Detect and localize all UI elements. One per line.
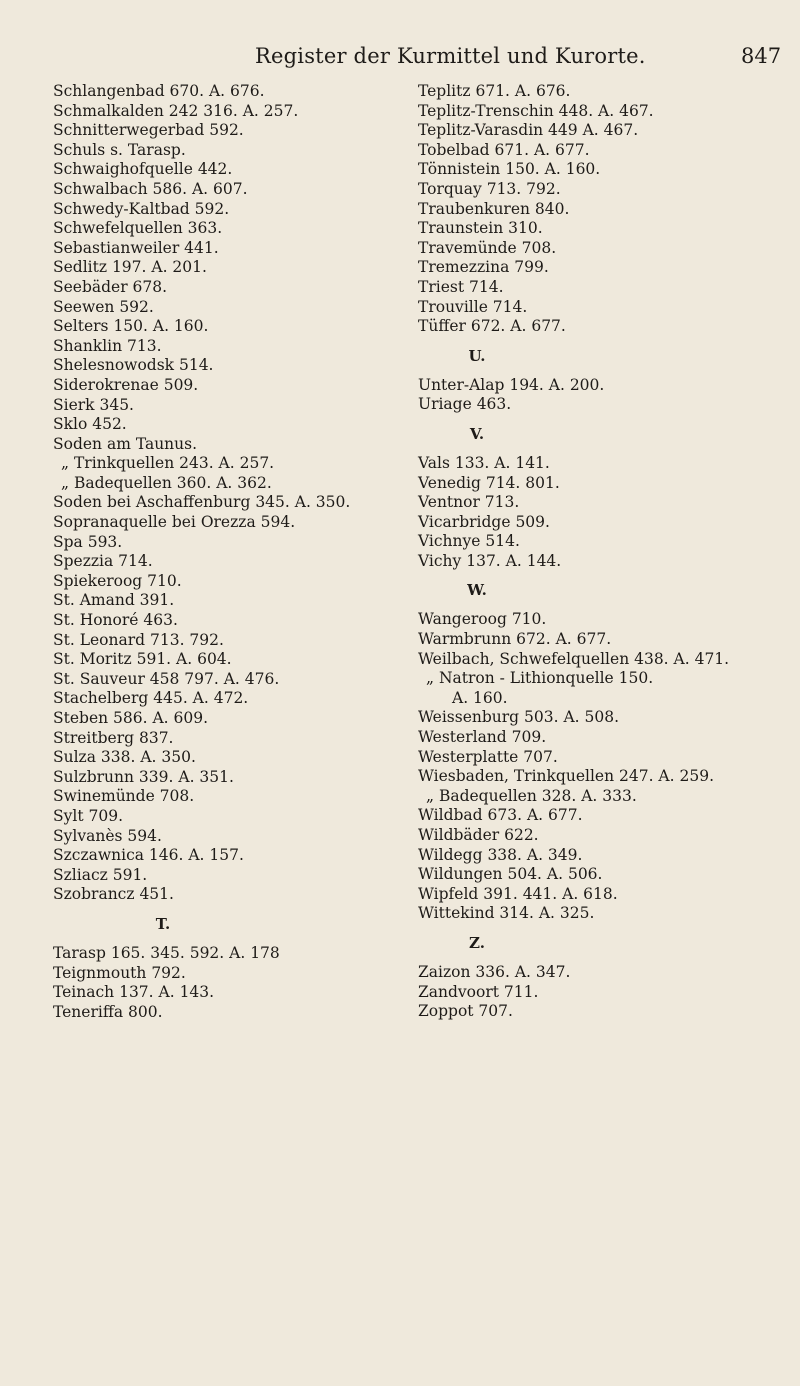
index-entry: Tremezzina 799. [418, 258, 549, 277]
index-entry: Triest 714. [418, 277, 504, 296]
index-entry: Teignmouth 792. [53, 963, 186, 982]
index-entry: Zoppot 707. [418, 1002, 513, 1021]
index-entry: Zandvoort 711. [418, 982, 539, 1001]
index-entry-continuation: A. 160. [452, 688, 508, 707]
index-entry: Stachelberg 445. A. 472. [53, 689, 249, 708]
index-entry: Szliacz 591. [53, 865, 148, 884]
index-entry: Shelesnowodsk 514. [53, 356, 214, 375]
index-entry: Schwefelquellen 363. [53, 219, 223, 238]
index-column-left [53, 82, 393, 1022]
index-entry: Wangeroog 710. [418, 610, 547, 629]
index-entry: Selters 150. A. 160. [53, 317, 209, 336]
index-entry: Szobrancz 451. [53, 885, 174, 904]
index-entry: Schwaighofquelle 442. [53, 160, 233, 179]
index-entry: Sulzbrunn 339. A. 351. [53, 767, 234, 786]
index-entry: Schuls s. Tarasp. [53, 140, 186, 159]
section-letter-heading: T. [155, 914, 171, 933]
index-entry: Spa 593. [53, 532, 123, 551]
index-subentry: „ Badequellen 360. A. 362. [61, 473, 272, 492]
index-entry: Tobelbad 671. A. 677. [418, 140, 590, 159]
index-entry: Wipfeld 391. 441. A. 618. [418, 884, 618, 903]
index-entry: Siderokrenae 509. [53, 375, 199, 394]
index-entry: Weissenburg 503. A. 508. [418, 708, 620, 727]
index-entry: Sklo 452. [53, 415, 127, 434]
index-entry: Teneriffa 800. [53, 1002, 163, 1021]
index-entry: Wildungen 504. A. 506. [418, 865, 603, 884]
index-subentry: „ Trinkquellen 243. A. 257. [61, 454, 275, 473]
index-entry: Vicarbridge 509. [418, 512, 550, 531]
section-letter-heading: U. [468, 346, 486, 365]
section-letter-heading: V. [469, 424, 485, 443]
index-entry: Uriage 463. [418, 395, 512, 414]
index-entry: Sierk 345. [53, 395, 134, 414]
index-entry: Teplitz-Trenschin 448. A. 467. [418, 101, 654, 120]
index-entry: Sedlitz 197. A. 201. [53, 258, 207, 277]
index-entry: Schnitterwegerbad 592. [53, 121, 244, 140]
index-entry: Steben 586. A. 609. [53, 709, 209, 727]
index-entry: Tüffer 672. A. 677. [418, 317, 566, 336]
index-entry: Sulza 338. A. 350. [53, 748, 196, 767]
index-entry: Vals 133. A. 141. [418, 453, 550, 472]
index-entry: Westerplatte 707. [418, 747, 558, 766]
section-letter-heading: W. [467, 581, 487, 600]
index-entry: Vichnye 514. [418, 532, 520, 551]
index-entry: Tönnistein 150. A. 160. [418, 160, 601, 179]
index-entry: St. Amand 391. [53, 591, 175, 610]
index-entry: Vichy 137. A. 144. [418, 551, 562, 570]
index-subentry: „ Natron - Lithionquelle 150. [426, 669, 654, 688]
page-header [0, 44, 800, 84]
index-entry: Spiekeroog 710. [53, 571, 182, 590]
index-entry: Seewen 592. [53, 297, 154, 316]
index-entry: Schwalbach 586. A. 607. [53, 179, 248, 198]
index-entry: Warmbrunn 672. A. 677. [418, 630, 612, 649]
index-entry: St. Sauveur 458 797. A. 476. [53, 669, 280, 688]
index-entry: Teplitz 671. A. 676. [418, 82, 571, 100]
index-entry: Schlangenbad 670. A. 676. [53, 82, 265, 100]
index-entry: Wildbäder 622. [418, 826, 539, 844]
index-entry: Unter-Alap 194. A. 200. [418, 375, 605, 394]
index-entry: Swinemünde 708. [53, 787, 195, 806]
index-entry: Teinach 137. A. 143. [53, 983, 215, 1002]
index-entry: Tarasp 165. 345. 592. A. 178 [53, 943, 280, 962]
index-column-right [418, 82, 778, 1022]
index-entry: Schwedy-Kaltbad 592. [53, 199, 230, 218]
index-entry: Streitberg 837. [53, 728, 174, 747]
index-entry: Wittekind 314. A. 325. [418, 904, 595, 923]
index-subentry: „ Badequellen 328. A. 333. [426, 786, 637, 805]
index-entry: Weilbach, Schwefelquellen 438. A. 471. [418, 649, 730, 668]
index-entry: St. Honoré 463. [53, 611, 178, 630]
index-entry: Venedig 714. 801. [418, 473, 560, 492]
index-entry: Traunstein 310. [418, 219, 543, 238]
section-letter-heading: Z. [469, 933, 485, 952]
index-entry: Torquay 713. 792. [418, 179, 561, 198]
index-entry: Wildegg 338. A. 349. [418, 845, 583, 864]
index-entry: Teplitz-Varasdin 449 A. 467. [418, 121, 639, 140]
index-entry: Wiesbaden, Trinkquellen 247. A. 259. [418, 767, 714, 786]
index-entry: Seebäder 678. [53, 277, 168, 296]
index-entry: Sebastianweiler 441. [53, 238, 219, 257]
index-entry: Spezzia 714. [53, 552, 153, 571]
index-entry: Sylvanès 594. [53, 826, 162, 845]
index-entry: Zaizon 336. A. 347. [418, 962, 571, 981]
index-entry: Sylt 709. [53, 806, 123, 825]
index-entry: Soden am Taunus. [53, 434, 198, 453]
index-entry: Shanklin 713. [53, 336, 162, 355]
index-entry: Wildbad 673. A. 677. [418, 806, 583, 825]
index-entry: Travemünde 708. [418, 238, 557, 257]
index-entry: Ventnor 713. [418, 493, 520, 512]
index-entry: Soden bei Aschaffenburg 345. A. 350. [53, 493, 351, 512]
index-entry: Trouville 714. [418, 297, 528, 316]
page-number: 847 [741, 44, 782, 68]
index-entry: St. Leonard 713. 792. [53, 630, 224, 649]
index-entry: Sopranaquelle bei Orezza 594. [53, 513, 296, 532]
index-entry: Szczawnica 146. A. 157. [53, 846, 244, 865]
index-entry: Westerland 709. [418, 728, 547, 747]
running-title: Register der Kurmittel und Kurorte. [255, 44, 646, 68]
index-entry: St. Moritz 591. A. 604. [53, 650, 232, 669]
index-entry: Schmalkalden 242 316. A. 257. [53, 101, 299, 120]
index-entry: Traubenkuren 840. [418, 199, 570, 218]
